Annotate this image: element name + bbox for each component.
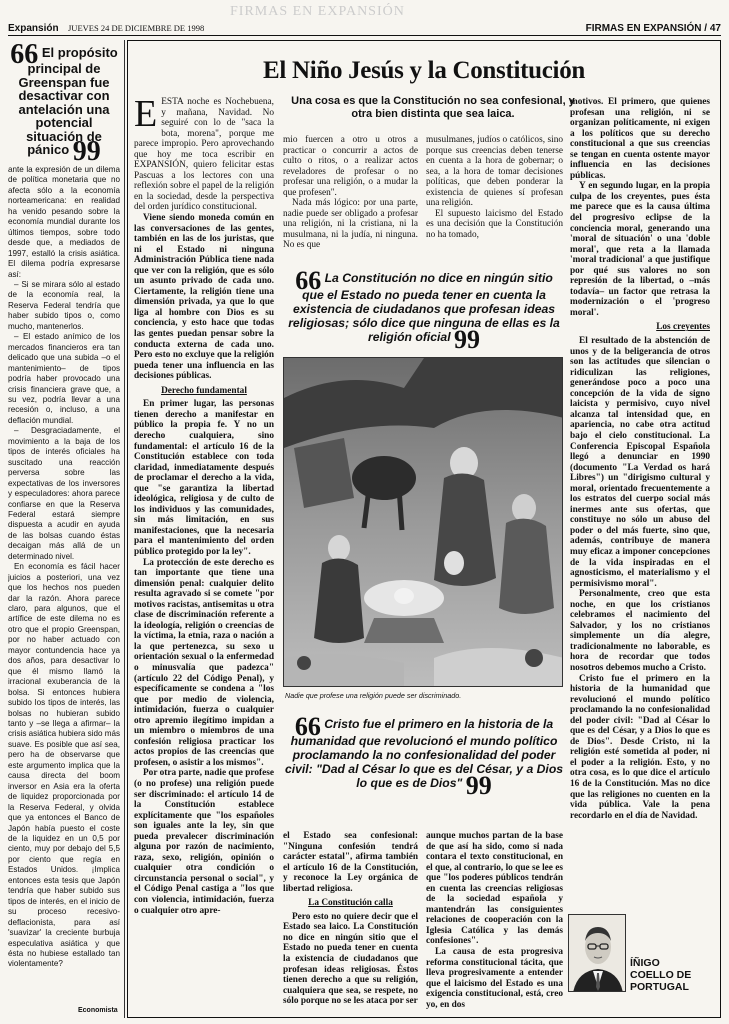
author-name-line: ÍÑIGO	[630, 957, 660, 969]
nativity-photo-drawing	[284, 358, 563, 687]
left-column-signature: Economista	[78, 1007, 118, 1014]
page-header-ghost: FIRMAS EN EXPANSIÓN	[230, 4, 405, 19]
subheading-derecho: Derecho fundamental	[161, 385, 247, 396]
pull-quote-2	[283, 712, 565, 800]
close-quote-icon: 99	[465, 771, 492, 800]
issue-date: JUEVES 24 DE DICIEMBRE DE 1998	[68, 23, 205, 33]
article-paragraph: Cristo fue el primero en la historia de la humanidad que revolucionó el mundo político proclamando la no confesionalidad del poder civil: "Dad al César lo que es del César, y a Dios lo que es de Dios". Desde Cristo, ni la religión esté sometida al poder, ni el poder a la religión. Esto, y no otra cosa, es lo que dice el artículo 16 de la Constitución. Mas no dice que las religiones no cuenten en la vida pública. Vale la pena recordarlo en el día de Navidad.	[570, 673, 710, 821]
article-paragraph	[134, 97, 274, 213]
article-paragraph: Viene siendo moneda común en las conversaciones de las gentes, también en las de los juristas, que ni el Estado ni ninguna Administración Pública tiene nada que ver con la religión, que es sólo un asunto privado de cada uno. Ciertamente, la religión tiene una dimensión privada, ya que lo que liga al hombre con Dios es su conciencia, y esto hace que todas las gentes puedan pensar sobre la conducta externa de cada uno. Pero esto no excluye que la religión pueda tener una influencia en las decisiones públicas.	[134, 213, 274, 382]
publication-name: Expansión	[8, 23, 59, 34]
article-paragraph: Pero esto no quiere decir que el Estado sea laico. La Constitución no dice en ningún sitio que el Estado no pueda tener en cuenta la existencia de ciudadanos que profesan ideas religiosas. Éstos tienen derecho a que su religión, cualquiera que sea, se respete, no sólo porque no se les ataca por ser	[283, 911, 418, 1007]
left-column-article	[8, 40, 120, 1018]
left-paragraph: En economía es fácil hacer juicios a posteriori, una vez que los hechos nos pueden dar la razón. Ahora parece claro, para algunos, que el artífice de este dilema no es otro que el propio Greenspan, por no haber actuado con mayor contundencia hace ya dos años, para desactivar lo que él mismo llamó la irracional exuberancia de la bolsa. Si entonces hubiera subido los tipos de interés, las bolsas no hubieran subido tanto y –se llega a afirmar– la crisis asiática hubiera sido más suave. Es posible que así sea, pero ha de observarse que este argumento implica que la causa directa del boom inversor en Asia era la oferta de liquidez proporcionada por la Reserva Federal, y olvida que ya entonces el Banco de Japón había puesto el coste de la liquidez en un 0,5 por ciento, muy por debajo del 5,5 por ciento que regía en Estados Unidos. ¡Implica entonces esta tesis que Japón tendría que haber subido sus tipos de interés, en el inicio de su proceso recesivo-deflacionista, para así 'suavizar' la creciente burbuja especulativa asiática y que ésta no hubiese estallado tan violentamente?	[8, 562, 120, 969]
article-paragraph: El resultado de la abstención de unos y de la beligerancia de otros son las actitudes que silencian o ridiculizan las religiones, generándose poco a poco una concepción de la vida de signo laicista y permisivo, cuyo nivel alcanza tal intensidad que, en apariencia, no cabe otra actitud bajo el cielo constitucional. La Conferencia Episcopal Española llegó a denunciar en 1990 (documento "La Verdad os hará Libres") un "dirigismo cultural y moral, orientado frecuentemente a los estratos del cuerpo social más inermes ante sus ofertas, que constituye no sólo un abuso del poder o del más fuerte, sino que, además, contribuye de manera muy eficaz a imponer concepciones de la vida inspiradas en el agnosticismo, el materialismo y el permisivismo moral".	[570, 336, 710, 589]
pull-quote-2-text: Cristo fue el primero en la historia de la humanidad que revolucionó el mundo político proclamando la no confesionalidad del poder civil: "Dad al César lo que es del César, y a Dios lo que es de Dios"	[284, 717, 564, 790]
article-paragraph-text: ESTA noche es Nochebuena, y mañana, Navidad. No seguiré con lo de "saca la bota, morena", porque me parece impropio. Pero aprovechando que hoy me toca escribir en EXPANSIÓN, quiero felicitar estas Pascuas a los lectores con una reflexión sobre el papel de la religión en la sociedad, desde la perspectiva del orden jurídico constitucional.	[134, 97, 274, 213]
close-quote-icon: 99	[72, 136, 101, 167]
close-quote-icon: 99	[454, 325, 480, 354]
article-title: El Niño Jesús y la Constitución	[262, 57, 585, 84]
article-column-1	[134, 97, 274, 1011]
author-name-line: PORTUGAL	[630, 981, 689, 993]
article-paragraph: La causa de esta progresiva reforma constitucional tácita, que lleva progresivamente a entender que el laicismo del Estado es una exigencia constitucional, está, creo yo, en dos	[426, 947, 563, 1010]
article-subtitle: Una cosa es que la Constitución no sea confesional, y otra bien distinta que sea laica.	[291, 95, 575, 120]
article-paragraph: mio fuercen a otro u otros a practicar o concurrir a actos de culto o ritos, o a realizar actos reveladores de profesar o no profesar una religión, o a mudar la que profesen".	[283, 135, 418, 198]
left-paragraph: – Si se mirara sólo al estado de la economía real, la Reserva Federal tendría que haber subido tipos o, como mucho, mantenerlos.	[8, 279, 120, 331]
article-paragraph: aunque muchos partan de la base de que así ha sido, como si nada contara el texto constitucional, en el que, al contrario, lo que se lee es que "los poderes públicos tendrán en cuenta las creencias religiosas de la sociedad española y mantendrán las consiguientes relaciones de cooperación con la Iglesia Católica y las demás confesiones".	[426, 831, 563, 947]
article-paragraph: El supuesto laicismo del Estado es una decisión que la Constitución no ha tomado,	[426, 208, 563, 240]
article-paragraph: musulmanes, judíos o católicos, sino porque sus creencias deben tenerse en cuenta a la hora de gobernar; o sea, a la hora de tomar decisiones políticas, que deben ponderar la existencia de quienes sí profesan una religión.	[426, 135, 563, 209]
left-paragraph: – El estado anímico de los mercados financieros era tan delicado que una subida –o el mantenimiento– de tipos podría haber provocado una crisis financiera grave que, a su vez, podría llevar a una recesión o, incluso, a una deflación mundial.	[8, 332, 120, 425]
article-paragraph: Y en segundo lugar, en la propia culpa de los creyentes, pues ésta me parece que es la causa última del progresivo eclipse de la conciencia moral, generando una 'moral de situación' o una 'doble moral', que reta a la llamada 'moral tradicional' a que justifique por qué sus valores no son represión de la libertad, o –más todavía– un factor que retrasa la modernización o el 'progreso moral'.	[570, 181, 710, 318]
pull-quote-1-text: La Constitución no dice en ningún sitio que el Estado no pueda tener en cuenta la existencia de ciudadanos que profesan ideas religiosas; sólo dice que ninguna de ellas es la religión oficial	[288, 271, 560, 344]
article-paragraph: motivos. El primero, que quienes profesan una religión, ni se organizan políticamente, ni exigen a los políticos que su derecho constitucional a que sus creencias se tengan en cuenta ostente mayor influencia en las decisiones públicas.	[570, 97, 710, 181]
article-column-2-top	[283, 135, 418, 261]
article-paragraph: Nada más lógico: por una parte, nadie puede ser obligado a profesar una religión, ni la cristiana, ni la musulmana, ni la judía, ni ninguna. No es que	[283, 198, 418, 251]
article-paragraph: Personalmente, creo que esta noche, en que los cristianos celebramos el nacimiento del Salvador, y los no cristianos simplemente un día alegre, tradicionalmente no laborable, es hora de recordar que todos nosotros debemos mucho a Cristo.	[570, 589, 710, 673]
subheading-constitucion-calla: La Constitución calla	[308, 898, 393, 909]
column-divider	[124, 40, 125, 1018]
article-column-4	[570, 97, 710, 911]
article-paragraph: La protección de este derecho es tan importante que tiene una dimensión penal: cualquier delito resulta agravado si se comete "por motivos racistas, antisemitas u otra clase de discriminación referente a la ideología, religión o creencias de la víctima, la etnia, raza o nación a la que pertenezca, su sexo u orientación sexual o la enfermedad o minusvalía que padezca" (artículo 22 del Código Penal), y específicamente se condena a "los que por medio de violencia, intimidación, fuerza o cualquier otro apremio ilegítimo impidan a un miembro o miembros de una confesión religiosa practicar los actos propios de las creencias que profesen, o asistir a los mismos".	[134, 557, 274, 768]
left-paragraph: ante la expresión de un dilema de política monetaria que no afecta sólo a la economía norteamericana: en realidad ha venido pesando sobre la economía mundial durante los últimos tiempos, sobre todo desde que, a mediados de 1997, estalló la crisis asiática. El dilema podría expresarse así:	[8, 165, 120, 279]
open-quote-icon: 66	[294, 712, 321, 741]
pull-quote-1	[283, 266, 565, 354]
photo-caption: Nadie que profese una religión puede ser discriminado.	[285, 691, 462, 700]
open-quote-icon: 66	[10, 40, 39, 70]
subheading-creyentes: Los creyentes	[656, 322, 710, 333]
nativity-photo	[283, 357, 563, 687]
article-column-3-bottom	[426, 831, 563, 1013]
author-portrait-drawing	[569, 915, 626, 992]
drop-cap: E	[134, 97, 158, 135]
open-quote-icon: 66	[295, 266, 322, 295]
author-name	[630, 957, 691, 993]
article-column-3-top	[426, 135, 563, 261]
article-column-2-bottom	[283, 831, 418, 1013]
left-pull-quote	[8, 40, 120, 165]
author-portrait	[568, 914, 626, 992]
left-column-text	[8, 165, 120, 970]
section-and-page: FIRMAS EN EXPANSIÓN / 47	[585, 23, 721, 34]
article-paragraph: En primer lugar, las personas tienen derecho a manifestar en público la propia fe. Y no un derecho cualquiera, sino fundamental: el artículo 16 de la Constitución establece con toda claridad, inmediatamente después de proclamar el derecho a la vida, que "se garantiza la libertad ideológica, religiosa y de culto de los individuos y las comunidades, sin más limitación, en sus manifestaciones, que la necesaria para el mantenimiento del orden público protegido por la ley".	[134, 399, 274, 557]
main-article	[127, 40, 721, 1018]
author-name-line: COELLO DE	[630, 969, 692, 981]
left-pull-quote-text: El propósito principal de Greenspan fue desactivar con antelación una potencial situación de pánico	[18, 45, 118, 157]
left-paragraph: – Desgraciadamente, el movimiento a la baja de los tipos de interés oficiales ha suscitado una reacción perversa sobre las expectativas de los inversores y especuladores: ahora parece confiarse en que la Reserva Federal estará siempre dispuesta a acudir en ayuda de las bolsas cuando éstas decaigan más allá de un determinado nivel.	[8, 426, 120, 561]
article-paragraph: Por otra parte, nadie que profese (o no profese) una religión puede ser discriminado: el artículo 14 de la Constitución establece explícitamente que "los españoles son iguales ante la ley, sin que pueda prevalecer discriminación alguna por razón de nacimiento, raza, sexo, religión, opinión o cualquier otra condición o circunstancia personal o social", y el Código Penal castiga a "los que con violencia, intimidación, fuerza o cualquier otro apre-	[134, 768, 274, 916]
page-header	[8, 22, 721, 36]
article-paragraph: el Estado sea confesional: "Ninguna confesión tendrá carácter estatal", afirma también el artículo 16 de la Constitución, y reconoce la Ley orgánica de libertad religiosa.	[283, 831, 418, 894]
